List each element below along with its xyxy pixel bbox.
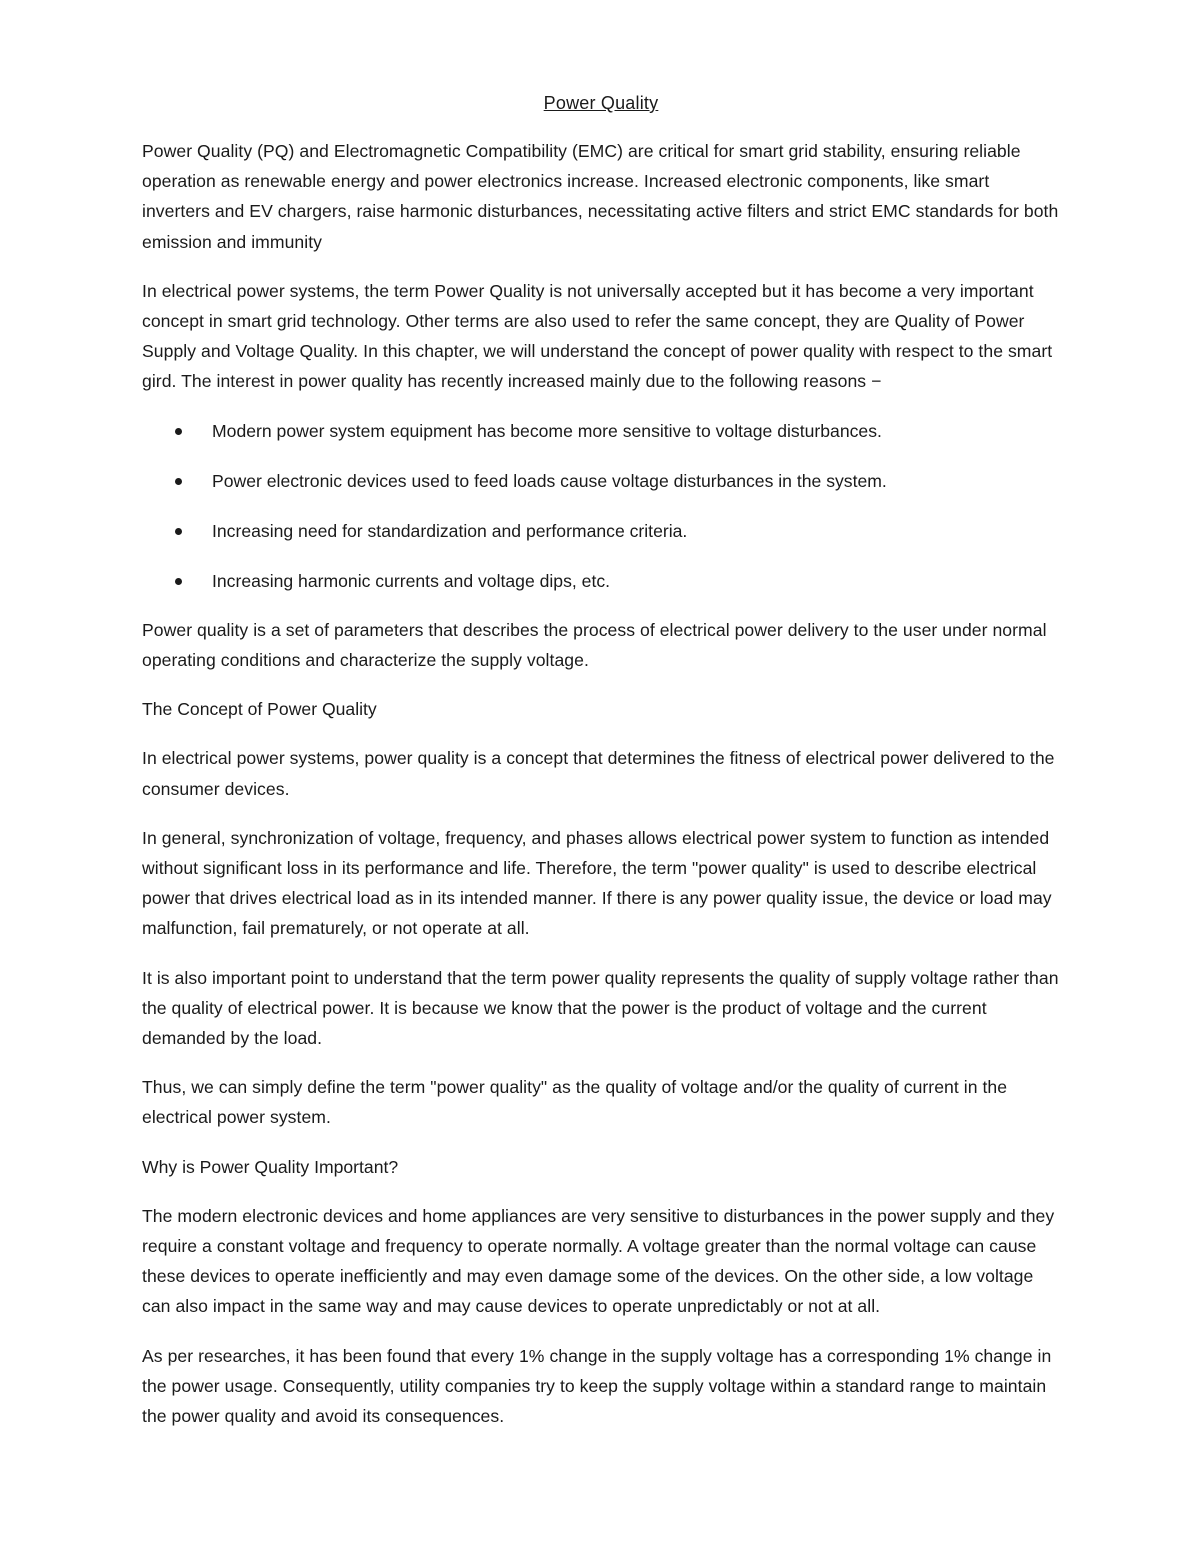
importance-paragraph: As per researches, it has been found that every 1% change in the supply voltage has a corresponding 1% change in the power usage. Consequently, utility companies try to keep the supply voltage within a standard range to maintain the power quality and avoid its consequences. (142, 1345, 1052, 1427)
importance-paragraph: The modern electronic devices and home appliances are very sensitive to disturbances in the power supply and they require a constant voltage and frequency to operate normally. A voltage greater than the normal voltage can cause these devices to operate inefficiently and may even damage some of the devices. On the other side, a low voltage can also impact in the same way and may cause devices to operate unpredictably or not at all. (142, 1205, 1055, 1317)
intro-paragraph: In electrical power systems, the term Power Quality is not universally accepted but it has become a very important concept in smart grid technology. Other terms are also used to refer the same concept, they are Quality of Power Supply and Voltage Quality. In this chapter, we will understand the concept of power quality with respect to the smart gird. The interest in power quality has recently increased mainly due to the following reasons − (142, 280, 1053, 392)
concept-paragraph: It is also important point to understand that the term power quality represents the quality of supply voltage rather than the quality of electrical power. It is because we know that the power is the product of voltage and the current demanded by the load. (142, 967, 1059, 1049)
list-item-text: Modern power system equipment has become more sensitive to voltage disturbances. (212, 420, 882, 441)
section-heading-importance: Why is Power Quality Important? (142, 1156, 399, 1177)
reasons-list (142, 416, 1060, 596)
intro-paragraph: Power Quality (PQ) and Electromagnetic Compatibility (EMC) are critical for smart grid stability, ensuring reliable operation as renewable energy and power electronics increase. Increased electronic components, like smart inverters and EV chargers, raise harmonic disturbances, necessitating active filters and strict EMC standards for both emission and immunity (142, 141, 1059, 252)
bullet-icon (175, 478, 182, 485)
bullet-icon (175, 528, 182, 535)
section-heading-concept: The Concept of Power Quality (142, 699, 377, 720)
list-item (142, 466, 1060, 496)
list-item-text: Increasing harmonic currents and voltage dips, etc. (212, 570, 611, 591)
document-body (142, 88, 1060, 1450)
list-item (142, 416, 1060, 446)
bullet-icon (175, 428, 182, 435)
document-title: Power Quality (543, 93, 659, 113)
concept-paragraph: In general, synchronization of voltage, frequency, and phases allows electrical power system to function as intended without significant loss in its performance and life. Therefore, the term "power quality" is used to describe electrical power that drives electrical load as in its intended manner. If there is any power quality issue, the device or load may malfunction, fail prematurely, or not operate at all. (142, 827, 1052, 939)
concept-paragraph: Thus, we can simply define the term "power quality" as the quality of voltage and/or the quality of current in the electrical power system. (142, 1077, 1008, 1128)
list-item-text: Increasing need for standardization and performance criteria. (212, 520, 688, 541)
definition-paragraph: Power quality is a set of parameters that describes the process of electrical power delivery to the user under normal operating conditions and characterize the supply voltage. (142, 619, 1047, 671)
bullet-icon (175, 578, 182, 585)
list-item-text: Power electronic devices used to feed loads cause voltage disturbances in the system. (212, 470, 887, 491)
list-item (142, 516, 1060, 546)
list-item (142, 566, 1060, 596)
concept-paragraph: In electrical power systems, power quality is a concept that determines the fitness of electrical power delivered to the consumer devices. (142, 748, 1055, 799)
